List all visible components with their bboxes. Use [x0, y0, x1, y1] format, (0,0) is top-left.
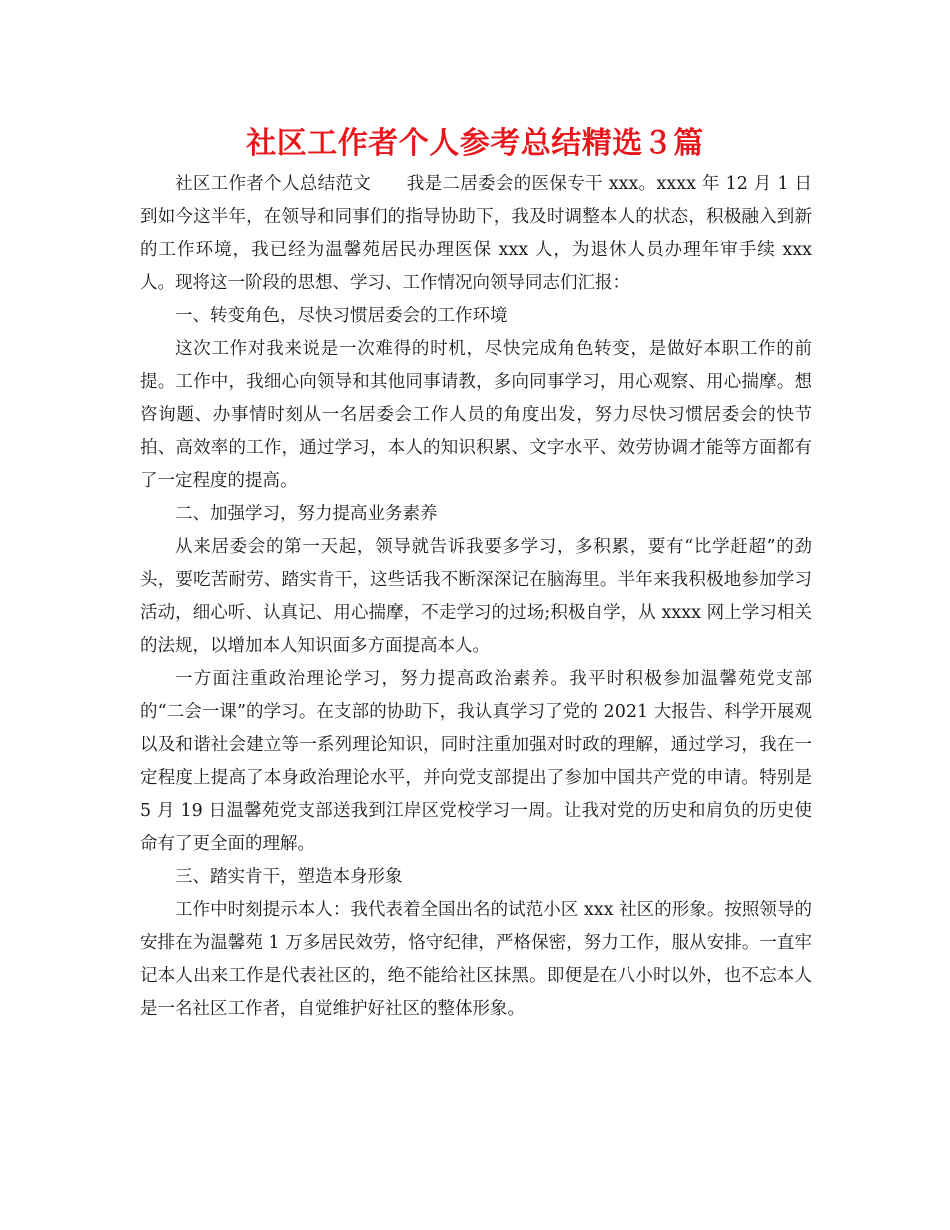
- document-body: [140, 168, 812, 1026]
- section-heading-2: 二、加强学习，努力提高业务素养: [175, 504, 438, 524]
- paragraph-intro: 社区工作者个人总结范文 我是二居委会的医保专干 xxx。xxxx 年 12 月 1 日到如今这半年，在领导和同事们的指导协助下，我及时调整本人的状态，积极融入到新的工作环境，我已经为温馨苑居民办理医保 xxx 人，为退休人员办理年审手续 xxx 人。现将这一阶段的思想、学习、工作情况向领导同志们汇报：: [140, 174, 812, 293]
- paragraph-section-1: 这次工作对我来说是一次难得的时机，尽快完成角色转变，是做好本职工作的前提。工作中，我细心向领导和其他同事请教，多向同事学习，用心观察、用心揣摩。想咨询题、办事情时刻从一名居委会工作人员的角度出发，努力尽快习惯居委会的快节拍、高效率的工作，通过学习，本人的知识积累、文字水平、效劳协调才能等方面都有了一定程度的提高。: [140, 339, 812, 491]
- section-heading-3: 三、踏实肯干，塑造本身形象: [175, 867, 403, 887]
- paragraph-section-2a: 从来居委会的第一天起，领导就告诉我要多学习，多积累，要有“比学赶超”的劲头，要吃苦耐劳、踏实肯干，这些话我不断深深记在脑海里。半年来我积极地参加学习活动，细心听、认真记、用心揣摩，不走学习的过场;积极自学，从 xxxx 网上学习相关的法规，以增加本人知识面多方面提高本人。: [140, 537, 812, 656]
- paragraph-section-3: 工作中时刻提示本人：我代表着全国出名的试范小区 xxx 社区的形象。按照领导的安排在为温馨苑 1 万多居民效劳，恪守纪律，严格保密，努力工作，服从安排。一直牢记本人出来工作是代表社区的，绝不能给社区抹黑。即便是在八小时以外，也不忘本人是一名社区工作者，自觉维护好社区的整体形象。: [140, 900, 812, 1019]
- paragraph-section-2b: 一方面注重政治理论学习，努力提高政治素养。我平时积极参加温馨苑党支部的“二会一课”的学习。在支部的协助下，我认真学习了党的 2021 大报告、科学开展观以及和谐社会建立等一系列理论知识，同时注重加强对时政的理解，通过学习，我在一定程度上提高了本身政治理论水平，并向党支部提出了参加中国共产党的申请。特别是 5 月 19 日温馨苑党支部送我到江岸区党校学习一周。让我对党的历史和肩负的历史使命有了更全面的理解。: [140, 669, 812, 854]
- document-title: 社区工作者个人参考总结精选３篇: [246, 126, 704, 161]
- section-heading-1: 一、转变角色，尽快习惯居委会的工作环境: [175, 306, 508, 326]
